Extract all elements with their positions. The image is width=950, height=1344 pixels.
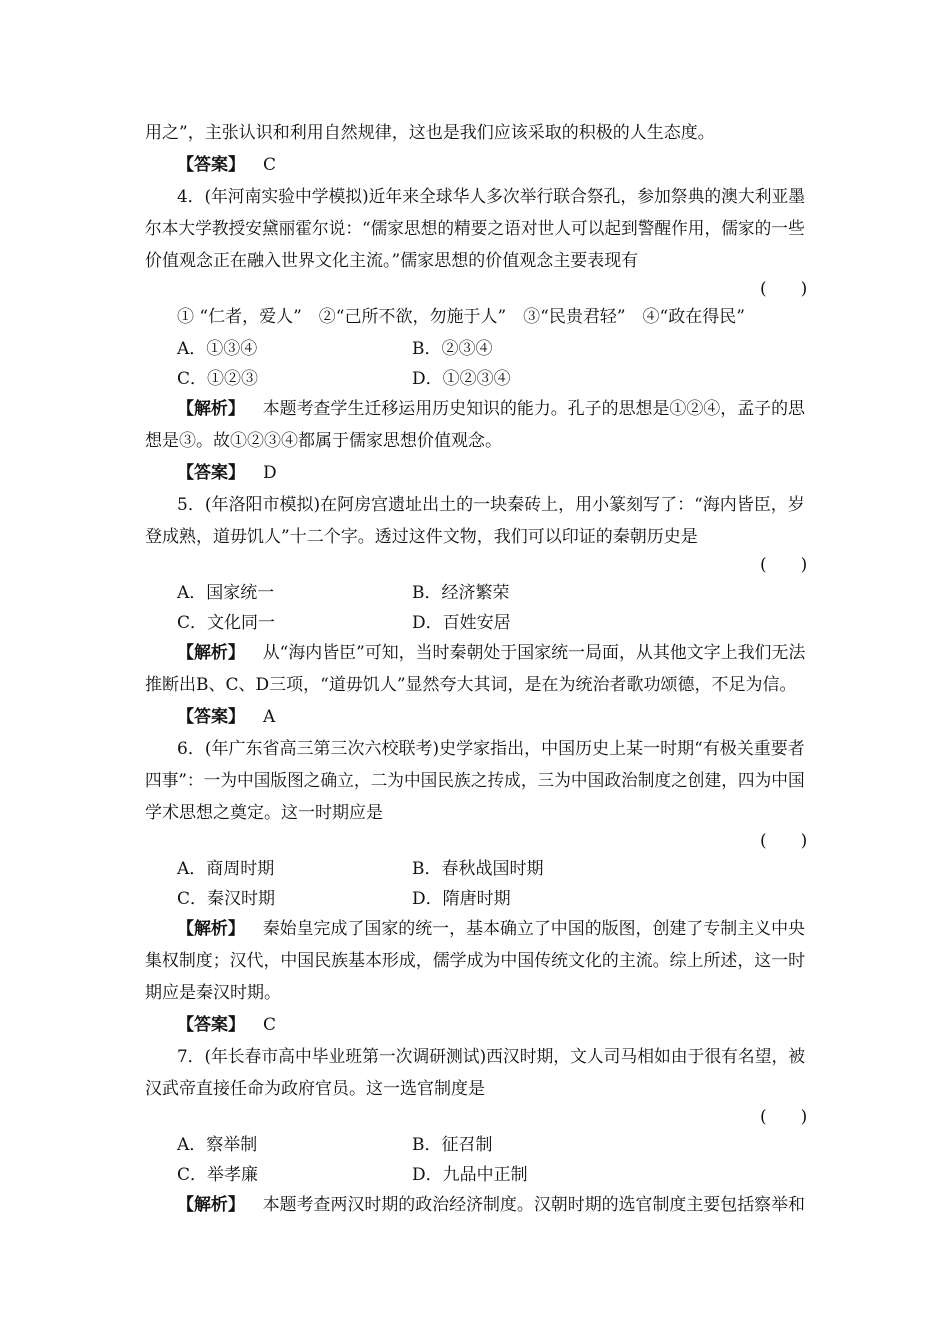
answer-line [177,1014,276,1036]
analysis-line [177,642,805,664]
analysis-line [177,1194,805,1216]
analysis-text: 秦始皇完成了国家的统一，基本确立了中国的版图，创建了专制主义中央 [262,919,805,939]
option-c: C．秦汉时期 [177,889,276,909]
analysis-line [177,398,805,420]
answer-value: C [263,1015,277,1035]
analysis-text: 本题考查学生迁移运用历史知识的能力。孔子的思想是①②④，孟子的思 [262,399,805,419]
text-line: 集权制度；汉代，中国民族基本形成，儒学成为中国传统文化的主流。综上所述，这一时 [145,951,806,971]
option-d: D．隋唐时期 [412,889,511,909]
option-a: A．察举制 [177,1135,258,1155]
option-b: B．春秋战国时期 [412,859,544,879]
option-a: A．①③④ [177,339,258,359]
answer-label: 【答案】 [177,463,245,483]
option-c: C．文化同一 [177,613,276,633]
answer-line [177,154,276,176]
answer-blank: ( ) [760,1107,808,1127]
answer-label: 【答案】 [177,1015,245,1035]
analysis-label: 【解析】 [177,919,245,939]
text-line: 汉武帝直接任命为政府官员。这一选官制度是 [145,1079,485,1099]
answer-label: 【答案】 [177,155,245,175]
option-d: D．九品中正制 [412,1165,528,1185]
answer-line [177,706,275,728]
answer-label: 【答案】 [177,707,245,727]
option-b: B．征召制 [412,1135,493,1155]
analysis-text: 从“海内皆臣”可知，当时秦朝处于国家统一局面，从其他文字上我们无法 [262,643,806,663]
text-line: 推断出B、C、D三项，“道毋饥人”显然夸大其词，是在为统治者歌功颂德，不足为信。 [145,675,797,695]
analysis-text: 本题考查两汉时期的政治经济制度。汉朝时期的选官制度主要包括察举和 [262,1195,805,1215]
question-7-stem: 7．(年长春市高中毕业班第一次调研测试)西汉时期，文人司马相如由于很有名望，被 [177,1047,806,1067]
question-5-stem: 5．(年洛阳市模拟)在阿房宫遗址出土的一块秦砖上，用小篆刻写了：“海内皆臣，岁 [177,495,805,515]
text-line: 价值观念正在融入世界文化主流。”儒家思想的价值观念主要表现有 [145,251,639,271]
option-a: A．商周时期 [177,859,275,879]
answer-line [177,462,277,484]
option-b: B．②③④ [412,339,493,359]
option-d: D．百姓安居 [412,613,511,633]
answer-blank: ( ) [760,555,808,575]
text-line: 期应是秦汉时期。 [145,983,281,1003]
text-line: 尔本大学教授安黛丽霍尔说：“儒家思想的精要之语对世人可以起到警醒作用，儒家的一些 [145,219,805,239]
text-line: 想是③。故①②③④都属于儒家思想价值观念。 [145,431,502,451]
option-b: B．经济繁荣 [412,583,510,603]
question-4-items: ① “仁者，爱人” ②“己所不欲，勿施于人” ③“民贵君轻” ④“政在得民” [177,307,745,327]
question-6-stem: 6．(年广东省高三第三次六校联考)史学家指出，中国历史上某一时期“有极关重要者 [177,739,805,759]
text-line: 用之”，主张认识和利用自然规律，这也是我们应该采取的积极的人生态度。 [145,123,715,143]
question-4-stem: 4．(年河南实验中学模拟)近年来全球华人多次举行联合祭孔，参加祭典的澳大利亚墨 [177,187,806,207]
analysis-label: 【解析】 [177,399,245,419]
option-c: C．①②③ [177,369,259,389]
text-line: 四事”：一为中国版图之确立，二为中国民族之抟成，三为中国政治制度之创建，四为中国 [145,771,805,791]
option-a: A．国家统一 [177,583,275,603]
analysis-line [177,918,805,940]
text-line: 学术思想之奠定。这一时期应是 [145,803,383,823]
analysis-label: 【解析】 [177,643,245,663]
text-line: 登成熟，道毋饥人”十二个字。透过这件文物，我们可以印证的秦朝历史是 [145,527,698,547]
answer-blank: ( ) [760,831,808,851]
option-c: C．举孝廉 [177,1165,259,1185]
answer-value: D [263,463,277,483]
answer-value: C [263,155,277,175]
analysis-label: 【解析】 [177,1195,245,1215]
answer-value: A [263,707,276,727]
option-d: D．①②③④ [412,369,511,389]
answer-blank: ( ) [760,279,808,299]
